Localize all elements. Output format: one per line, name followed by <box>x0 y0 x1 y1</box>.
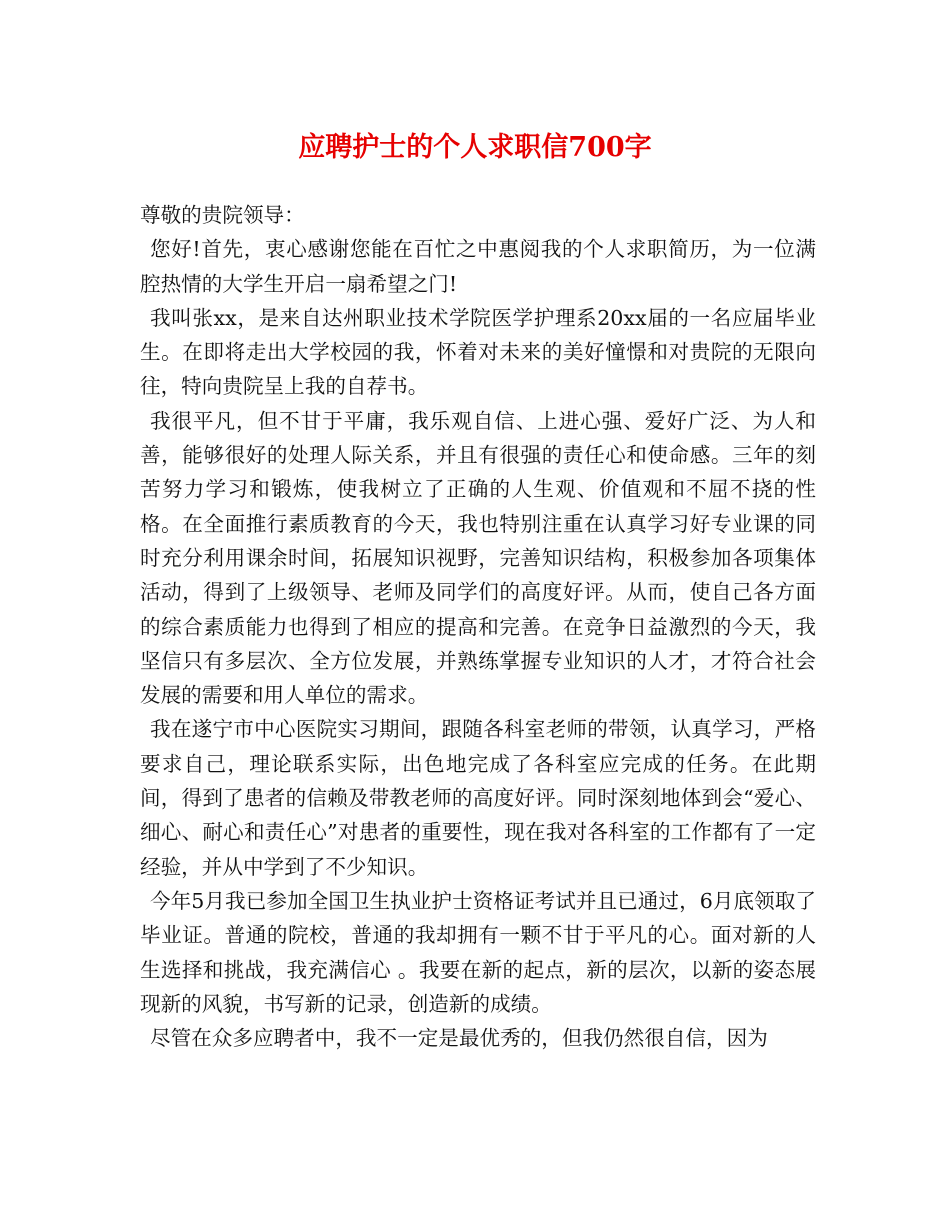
paragraph-introduction: 我叫张xx，是来自达州职业技术学院医学护理系20xx届的一名应届毕业生。在即将走出大学校园的我，怀着对未来的美好憧憬和对贵院的无限向往，特向贵院呈上我的自荐书。 <box>140 305 816 399</box>
document-title: 应聘护士的个人求职信700字 <box>298 132 652 163</box>
paragraph-confidence: 尽管在众多应聘者中，我不一定是最优秀的，但我仍然很自信，因为 <box>150 1026 768 1051</box>
paragraph-greeting: 您好!首先，衷心感谢您能在百忙之中惠阅我的个人求职简历，为一位满腔热情的大学生开启一扇希望之门! <box>140 237 816 296</box>
paragraph-personality: 我很平凡，但不甘于平庸，我乐观自信、上进心强、爱好广泛、为人和善，能够很好的处理人际关系，并且有很强的责任心和使命感。三年的刻苦努力学习和锻炼，使我树立了正确的人生观、价值观和不屈不挠的性格。在全面推行素质教育的今天，我也特别注重在认真学习好专业课的同时充分利用课余时间，拓展知识视野，完善知识结构，积极参加各项集体活动，得到了上级领导、老师及同学们的高度好评。从而，使自己各方面的综合素质能力也得到了相应的提高和完善。在竞争日益激烈的今天，我坚信只有多层次、全方位发展，并熟练掌握专业知识的人才，才符合社会发展的需要和用人单位的需求。 <box>140 408 816 708</box>
document-body <box>140 198 816 1055</box>
salutation: 尊敬的贵院领导： <box>140 203 305 227</box>
paragraph-internship: 我在遂宁市中心医院实习期间，跟随各科室老师的带领，认真学习，严格要求自己，理论联系实际，出色地完成了各科室应完成的任务。在此期间，得到了患者的信赖及带教老师的高度好评。同时深刻地体到会“爱心、细心、耐心和责任心”对患者的重要性，现在我对各科室的工作都有了一定经验，并从中学到了不少知识。 <box>140 717 816 879</box>
paragraph-certification: 今年5月我已参加全国卫生执业护士资格证考试并且已通过，6月底领取了毕业证。普通的院校，普通的我却拥有一颗不甘于平凡的心。面对新的人生选择和挑战，我充满信心 。我要在新的起点，新的层次，以新的姿态展现新的风貌，书写新的记录，创造新的成绩。 <box>140 888 816 1016</box>
